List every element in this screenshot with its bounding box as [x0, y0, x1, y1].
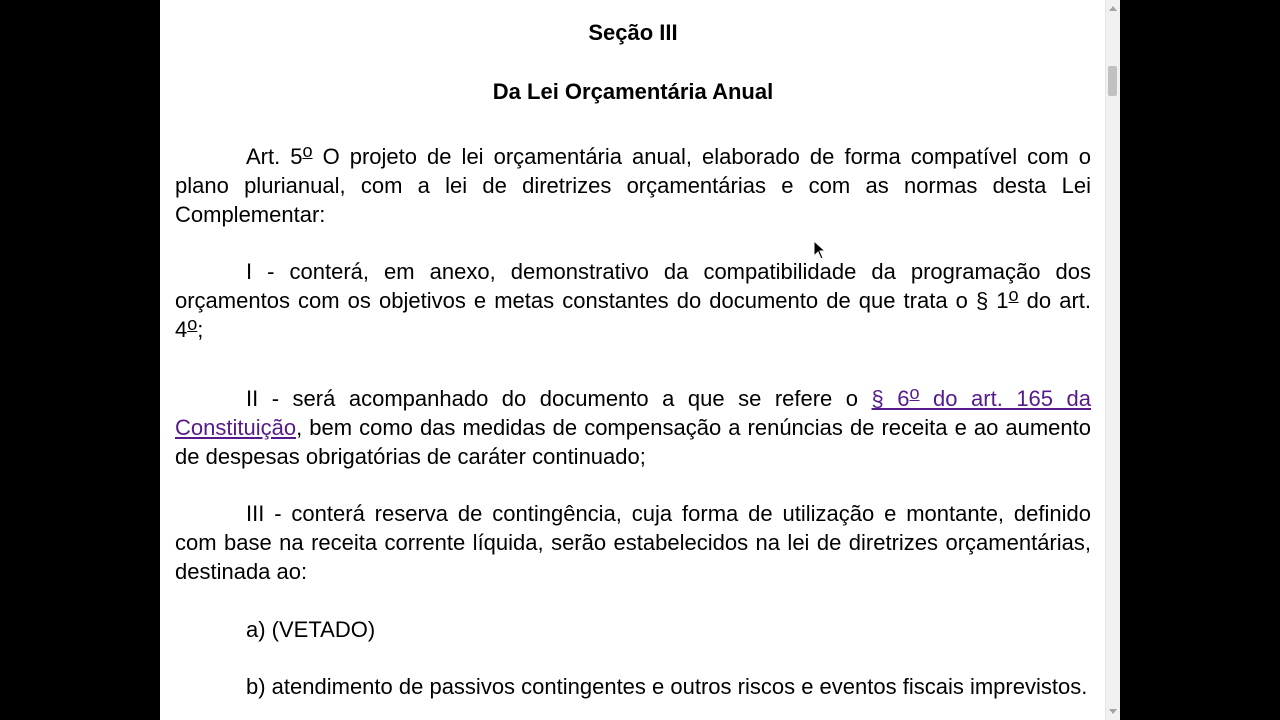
article-5-text: O projeto de lei orçamentária anual, elaborado de forma compatível com o plano plurianual, com a lei de diretrizes orçamentárias e com as normas desta Lei Complementar: [175, 144, 1091, 227]
item-a-paragraph: a) (VETADO) [246, 617, 376, 642]
item-iii-paragraph: III - conterá reserva de contingência, cuja forma de utilização e montante, definido com base na receita corrente líquida, serão estabelecidos na lei de diretrizes orçamentárias, destinada ao: [175, 501, 1091, 584]
item-i-paragraph [175, 257, 1091, 344]
subsection-title: Da Lei Orçamentária Anual [492, 79, 774, 104]
item-ii-prefix: II - será acompanhado do documento a que se refere o [246, 386, 872, 411]
item-i-text: I - conterá, em anexo, demonstrativo da compatibilidade da programação dos orçamentos com os objetivos e metas constantes do documento de que trata o § 1 [175, 259, 1091, 313]
document-page [160, 0, 1105, 720]
section-title: Seção III [588, 20, 678, 45]
constitution-link-ordinal: o [909, 383, 920, 403]
item-i-end: ; [197, 317, 204, 342]
scroll-down-button[interactable] [1106, 703, 1120, 720]
article-5-prefix: Art. 5 [246, 144, 303, 169]
constitution-link-part2: do art. 165 da Constituição [175, 386, 1091, 440]
arrow-down-icon [1109, 709, 1117, 714]
vertical-scrollbar[interactable] [1105, 0, 1120, 720]
item-i-ordinal-1: o [1008, 285, 1019, 305]
item-i-mid: do art. 4 [175, 288, 1091, 342]
scroll-thumb[interactable] [1108, 66, 1117, 96]
item-ii-paragraph [175, 384, 1091, 471]
constitution-link-part1: § 6 [871, 386, 910, 411]
article-5-paragraph [175, 142, 1091, 229]
item-ii-suffix: , bem como das medidas de compensação a renúncias de receita e ao aumento de despesas obrigatórias de caráter continuado; [175, 415, 1091, 469]
item-i-ordinal-2: o [187, 314, 198, 334]
arrow-up-icon [1109, 6, 1117, 11]
article-5-ordinal: o [302, 141, 313, 161]
mouse-pointer-icon [813, 240, 827, 260]
scroll-up-button[interactable] [1106, 0, 1120, 17]
item-b-paragraph: b) atendimento de passivos contingentes e outros riscos e eventos fiscais imprevistos. [246, 674, 1088, 699]
